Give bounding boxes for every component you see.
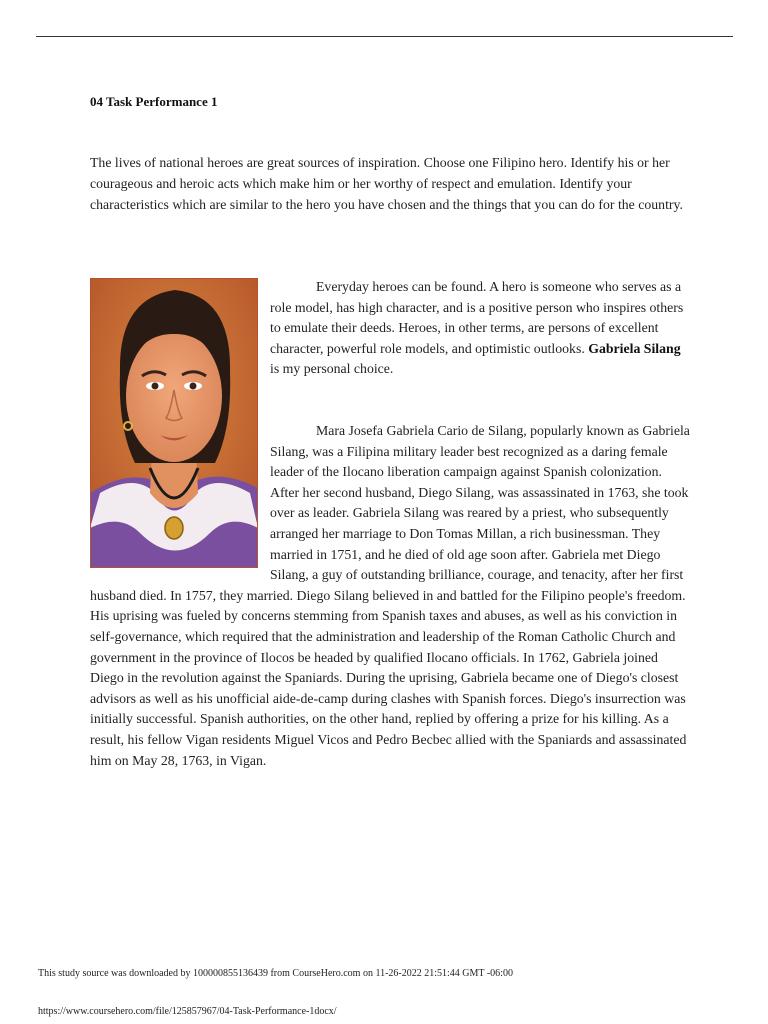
download-note: This study source was downloaded by 100000855136439 from CourseHero.com on 11-26-2022 21:51:44 GMT -06:00 bbox=[38, 968, 513, 979]
portrait-wrap-spacer bbox=[90, 421, 270, 571]
biography-text: Mara Josefa Gabriela Cario de Silang, popularly known as Gabriela Silang, was a Filipina military leader best recognized as a daring female leader of the Ilocano liberation campaign against Spanish colonization. After her second husband, Diego Silang, was assassinated in 1763, she took over as leader. Gabriela Silang was reared by a priest, who subsequently arranged her marriage to Don Tomas Millan, a rich businessman. They married in 1751, and he died of old age soon after. Gabriela met Diego Silang, a guy of outstanding brilliance, courage, and tenacity, after her first husband died. In 1757, they married. Diego Silang believed in and battled for the Filipino people's freedom. His uprising was fueled by concerns stemming from Spanish taxes and abuses, as well as his conviction in self-governance, which required that the administration and leadership of the Roman Catholic Church and government in the province of Ilocos be headed by qualified Ilocano officials. In 1762, Gabriela joined Diego in the revolution against the Spaniards. During the uprising, Gabriela became one of Diego's closest advisors as well as his unofficial aide-de-camp during clashes with Spanish forces. Diego's insurrection was initially successful. Spanish authorities, on the other hand, replied by offering a prize for his killing. As a result, his fellow Vigan residents Miguel Vicos and Pedro Becbec allied with the Spaniards and assassinated him on May 28, 1763, in Vigan. bbox=[90, 423, 690, 768]
hero-name-bold: Gabriela Silang bbox=[588, 340, 681, 356]
hero-intro-paragraph bbox=[270, 277, 690, 380]
header-rule bbox=[36, 36, 733, 37]
biography-paragraph bbox=[90, 421, 690, 771]
source-url[interactable]: https://www.coursehero.com/file/125857967/04-Task-Performance-1docx/ bbox=[38, 1006, 337, 1017]
para1-text-end: is my personal choice. bbox=[270, 361, 394, 376]
intro-paragraph: The lives of national heroes are great sources of inspiration. Choose one Filipino hero. Identify his or her courageous and heroic acts which make him or her worthy of respect and emulation. Identify your characteristics which are similar to the hero you have chosen and the things that you can do for the country. bbox=[90, 155, 683, 212]
page-title: 04 Task Performance 1 bbox=[90, 94, 218, 109]
para1-text-start: Everyday heroes can be found. A hero is someone who serves as a role model, has high character, and is a positive person who inspires others to emulate their deeds. Heroes, in other terms, are persons of excellent character, powerful role models, and optimistic outlooks. bbox=[270, 279, 684, 356]
